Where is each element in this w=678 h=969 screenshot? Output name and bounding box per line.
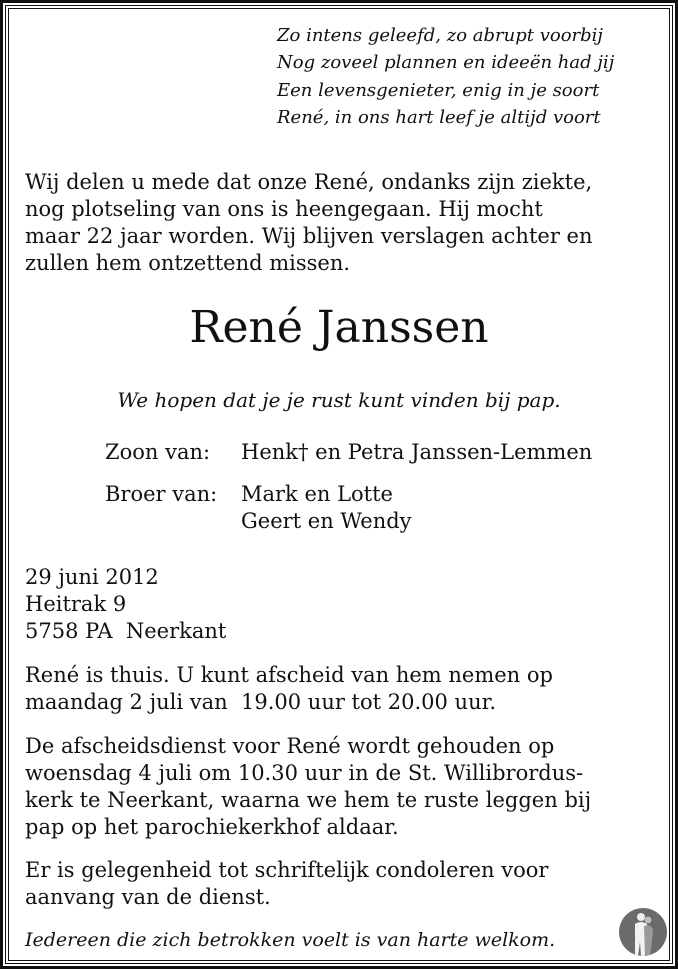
embracing-figures-logo-icon bbox=[619, 908, 667, 956]
visit-line: maandag 2 juli van 19.00 uur tot 20.00 uur. bbox=[25, 690, 497, 714]
closing-line: Iedereen die zich betrokken voelt is van harte welkom. bbox=[25, 929, 556, 951]
address-line: 29 juni 2012 bbox=[25, 565, 159, 589]
intro-line: Wij delen u mede dat onze René, ondanks zijn ziekte, bbox=[25, 170, 593, 194]
intro-line: nog plotseling van ons is heengegaan. Hij mocht bbox=[25, 197, 543, 221]
brother-value: Mark en Lotte bbox=[241, 482, 393, 506]
address-line: 5758 PA Neerkant bbox=[25, 619, 227, 643]
deceased-name: René Janssen bbox=[189, 302, 489, 353]
intro-line: zullen hem ontzettend missen. bbox=[25, 251, 351, 275]
poem-line: Zo intens geleefd, zo abrupt voorbij bbox=[277, 25, 603, 46]
poem-line: Nog zoveel plannen en ideeën had jij bbox=[277, 52, 615, 73]
service-line: woensdag 4 juli om 10.30 uur in de St. Willibrordus- bbox=[25, 761, 584, 785]
address-line: Heitrak 9 bbox=[25, 592, 127, 616]
condolence-line: Er is gelegenheid tot schriftelijk condoleren voor bbox=[25, 858, 549, 882]
intro-line: maar 22 jaar worden. Wij blijven verslagen achter en bbox=[25, 224, 593, 248]
visit-line: René is thuis. U kunt afscheid van hem nemen op bbox=[25, 663, 553, 687]
son-label: Zoon van: bbox=[105, 440, 211, 464]
brother-label: Broer van: bbox=[105, 482, 218, 506]
service-line: pap op het parochiekerkhof aldaar. bbox=[25, 815, 399, 839]
service-line: De afscheidsdienst voor René wordt gehouden op bbox=[25, 734, 555, 758]
brother-value: Geert en Wendy bbox=[241, 509, 412, 533]
poem-line: René, in ons hart leef je altijd voort bbox=[277, 107, 601, 128]
condolence-line: aanvang van de dienst. bbox=[25, 885, 271, 909]
poem-line: Een levensgenieter, enig in je soort bbox=[277, 80, 600, 101]
service-line: kerk te Neerkant, waarna we hem te ruste leggen bij bbox=[25, 788, 592, 812]
motto: We hopen dat je je rust kunt vinden bij pap. bbox=[117, 388, 561, 412]
son-value: Henk† en Petra Janssen-Lemmen bbox=[241, 440, 593, 464]
